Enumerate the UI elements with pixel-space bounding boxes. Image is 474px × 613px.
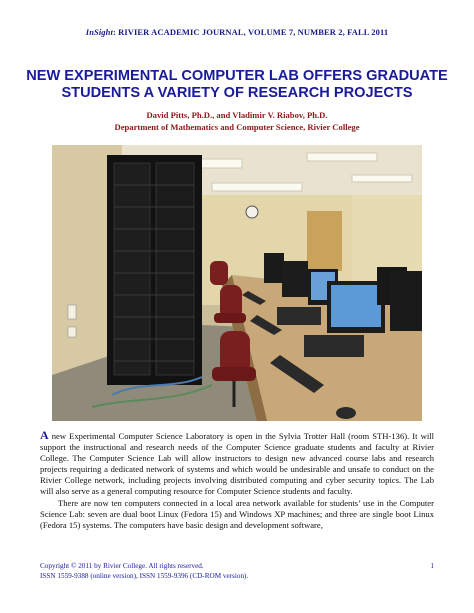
author-names: David Pitts, Ph.D., and Vladimir V. Riabov, Ph.D. [146,110,328,120]
paragraph-2: There are now ten computers connected in a local area network available for students’ use in the Computer Science Lab: seven are dual boot Linux (Fedora 15) and Windows XP machines; and three are single boot Linux (Fedora 15) systems. The computers have basic design and development software, [40,497,434,530]
issn-notice: ISSN 1559-9388 (online version), ISSN 1559-9396 (CD-ROM version). [40,572,249,580]
author-affiliation: Department of Mathematics and Computer Science, Rivier College [114,122,360,132]
paragraph-1 [40,430,434,498]
copyright-notice: Copyright © 2011 by Rivier College. All rights reserved. [40,562,204,570]
title-line-1: NEW EXPERIMENTAL COMPUTER LAB OFFERS GRADUATE [26,68,448,84]
drop-cap: A [40,428,49,442]
journal-issue: : RIVIER ACADEMIC JOURNAL, VOLUME 7, NUMBER 2, FALL 2011 [112,27,389,37]
lab-photo [52,145,422,421]
page-number: 1 [430,562,434,570]
author-block [0,109,474,133]
journal-header [0,27,474,37]
journal-name: InSight [85,27,113,37]
title-line-2: STUDENTS A VARIETY OF RESEARCH PROJECTS [61,84,413,101]
article-body [40,430,434,531]
paragraph-1-text: new Experimental Computer Science Laboratory is open in the Sylvia Trotter Hall (room STH-136). It will support the instructional and research needs of the Computer Science graduate students and faculty at Rivier College. The Computer Science Lab will allow instructors to design new advanced course labs and research projects requiring a dedicated network of systems and which would be undesirable and unsafe to conduct on the Rivier College network, including projects involving distributed computing and cyber security topics. The Lab will also serve as a general computing resource for Computer Science students and faculty. [40,431,434,497]
article-title [20,68,454,101]
page-footer [40,561,434,581]
